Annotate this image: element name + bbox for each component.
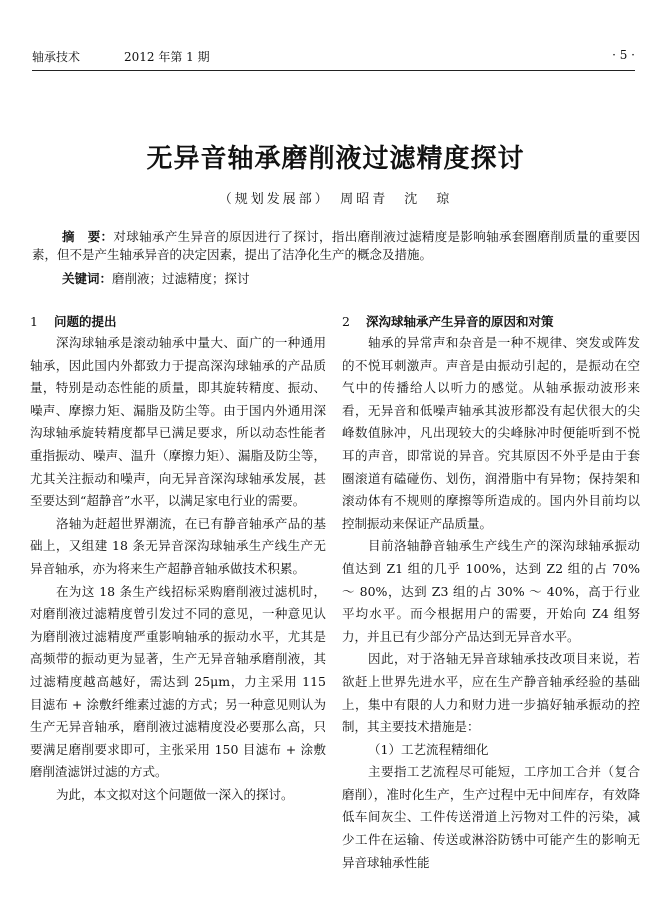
article-authors: （规划发展部） 周昭青 沈 琼	[218, 192, 453, 207]
keywords-text: 磨削液；过滤精度；探讨	[112, 271, 250, 286]
paragraph: 因此，对于洛轴无异音球轴承技改项目来说，若欲赶上世界先进水平，应在生产静音轴承经验的基础上，集中有限的人力和财力进一步搞好轴承振动的控制，其主要技术措施是：	[342, 651, 640, 735]
article-title: 无异音轴承磨削液过滤精度探讨	[146, 144, 525, 174]
column-left	[30, 312, 326, 806]
running-header	[32, 48, 635, 72]
section-heading	[342, 312, 640, 332]
paragraph: 为此，本文拟对这个问题做一深入的探讨。	[56, 786, 294, 802]
section-number: 1	[30, 314, 38, 329]
section-heading	[30, 312, 326, 332]
paragraph: 洛轴为赶超世界潮流，在已有静音轴承产品的基础上，又组建 18 条无异音深沟球轴承生产线生产无异音轴承，亦为将来生产超静音轴承做技术积累。	[30, 515, 326, 576]
section-number: 2	[342, 314, 350, 329]
paragraph: 目前洛轴静音轴承生产线生产的深沟球轴承振动值达到 Z1 组的几乎 100%，达到 Z2 组的占 70% ～ 80%，达到 Z3 组的占 30% ～ 40%，高于行业平均水平。而今根据用户的需要，开始向 Z4 组努力，并且已有少部分产品达到无异音水平。	[342, 538, 640, 644]
section-title: 深沟球轴承产生异音的原因和对策	[366, 314, 554, 329]
subsection-heading: （1）工艺流程精细化	[368, 741, 489, 757]
paragraph: 主要指工艺流程尽可能短，工序加工合并（复合磨削），准时化生产，生产过程中无中间库存，有效降低车间灰尘、工件传送滑道上污物对工件的污染，减少工件在运输、传送或淋浴防锈中可能产生的影响无异音球轴承性能	[342, 764, 640, 870]
header-rule	[32, 70, 635, 71]
column-right	[342, 312, 640, 874]
section-title: 问题的提出	[54, 314, 117, 329]
journal-name: 轴承技术	[32, 50, 81, 64]
abstract	[32, 228, 640, 264]
paragraph: 在为这 18 条生产线招标采购磨削液过滤机时，对磨削液过滤精度曾引发过不同的意见，一种意见认为磨削液过滤精度严重影响轴承的振动水平，尤其是高频带的振动更为显著，生产无异音轴承磨削液，其过滤精度越高越好，需达到 25μm，力主采用 115 目滤布 + 涂敷纤维素过滤的方式；另一种意见则认为生产无异音轴承，磨削液过滤精度没必要那么高，只要满足磨削要求即可，主张采用 150 目滤布 + 涂敷磨削渣滤饼过滤的方式。	[30, 583, 326, 780]
issue-number: 2012 年第 1 期	[124, 50, 210, 64]
keywords-label: 关键词：	[62, 271, 113, 286]
paragraph: 轴承的异常声和杂音是一种不规律、突发或阵发的不悦耳刺激声。声音是由振动引起的，是振动在空气中的传播给人以听力的感觉。从轴承振动波形来看，无异音和低噪声轴承其波形都没有起伏很大的尖峰数值脉冲，凡出现较大的尖峰脉冲时便能听到不悦耳的声音，即常说的异音。究其原因不外乎是由于套圈滚道有磕碰伤、划伤，润滑脂中有异物；保持架和滚动体有不规则的摩擦等所造成的。国内外目前均以控制振动来保证产品质量。	[342, 335, 640, 531]
paragraph: 深沟球轴承是滚动轴承中量大、面广的一种通用轴承，因此国内外都致力于提高深沟球轴承的产品质量，特别是动态性能的质量，即其旋转精度、振动、噪声、摩擦力矩、漏脂及防尘等。由于国内外通用深沟球轴承旋转精度都早已满足要求，所以动态性能者重指振动、噪声、温升（摩擦力矩）、漏脂及防尘等，尤其关注振动和噪声，向无异音深沟球轴承发展，甚至要达到“超静音”水平，以满足家电行业的需要。	[30, 335, 326, 509]
keywords	[62, 270, 640, 288]
abstract-text: 对球轴承产生异音的原因进行了探讨，指出磨削液过滤精度是影响轴承套圈磨削质量的重要因素，但不是产生轴承异音的决定因素，提出了洁净化生产的概念及措施。	[32, 229, 640, 262]
page-number: · 5 ·	[612, 48, 635, 62]
abstract-label: 摘 要：	[62, 229, 114, 244]
